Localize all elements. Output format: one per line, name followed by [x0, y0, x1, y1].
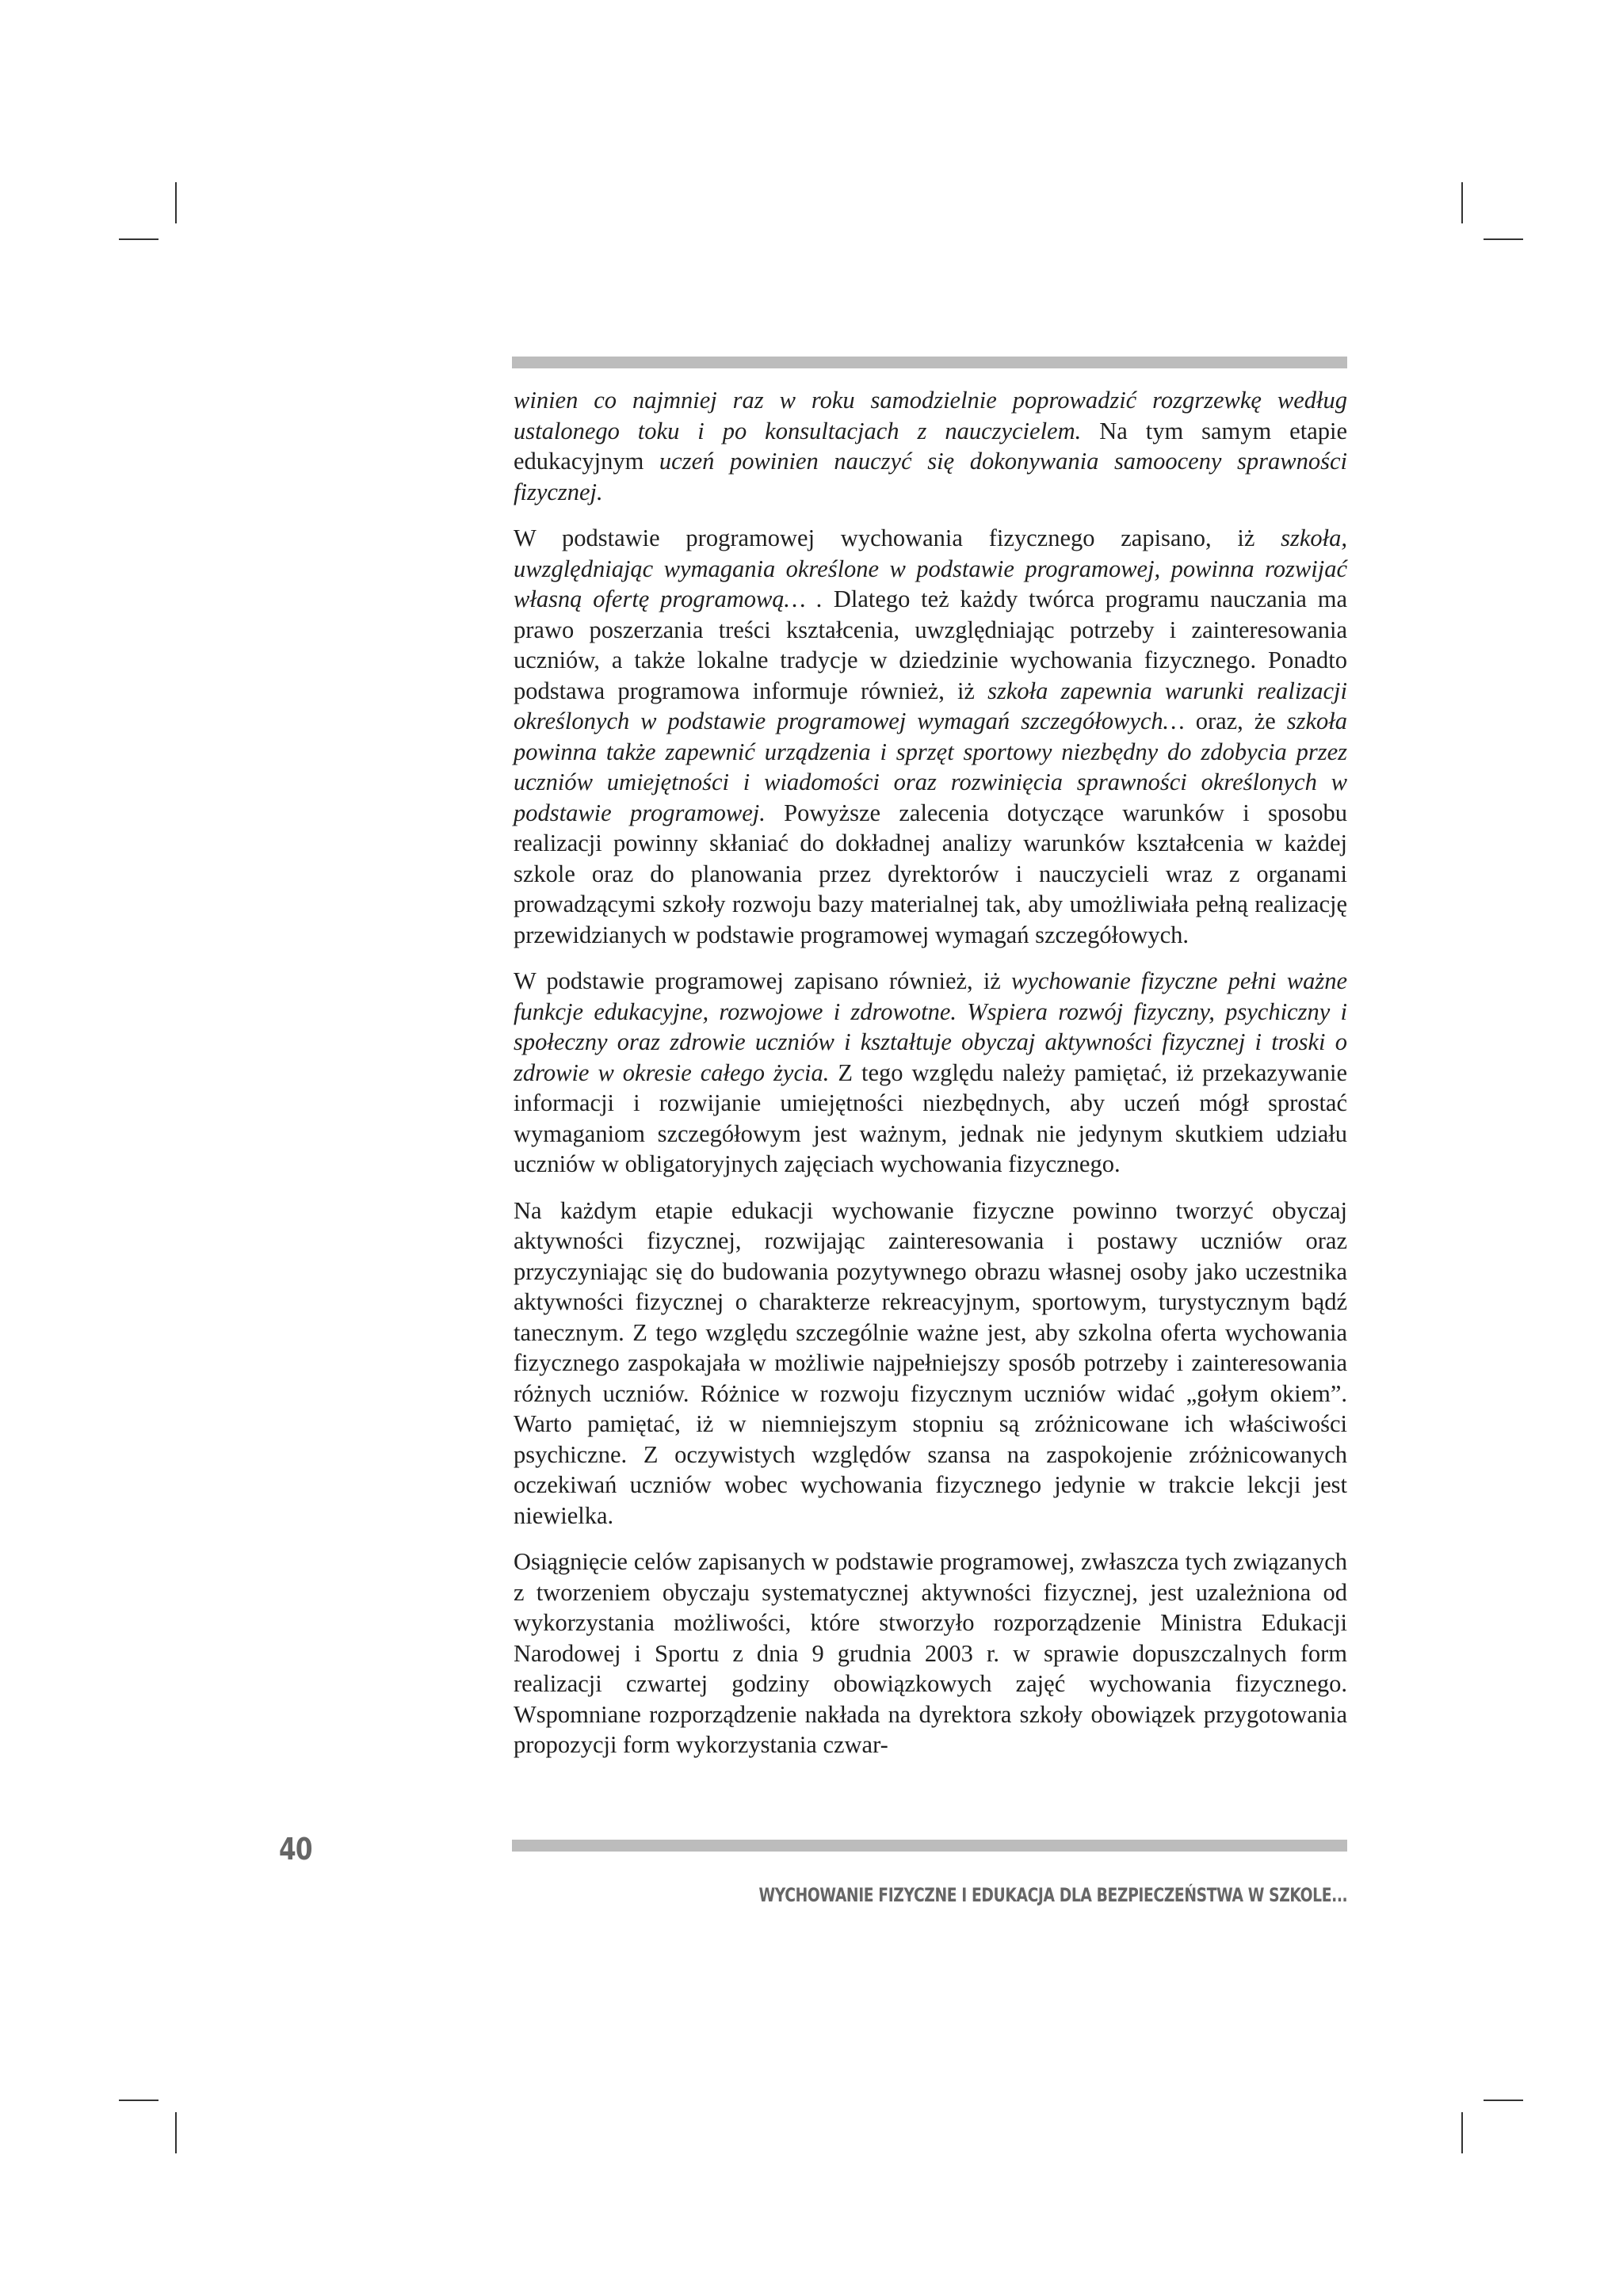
text-run: W podstawie programowej wychowania fizycznego zapisano, iż	[514, 524, 1281, 551]
italic-quote: winien co najmniej raz w roku samodzielnie poprowadzić rozgrzewkę według ustalonego toku i po konsultacjach z nauczycielem.	[514, 387, 1347, 444]
crop-mark-top-right-vertical	[1461, 182, 1463, 223]
italic-quote: uczeń powinien nauczyć się dokonywania samooceny sprawności fizycznej.	[514, 448, 1348, 505]
header-rule	[512, 357, 1347, 368]
text-run: Z tego względu należy pamiętać, iż przekazywanie informacji i rozwijanie umiejętności niezbędnych, aby uczeń mógł sprostać wymaganiom szczegółowym jest ważnym, jednak nie jedynym skutkiem udziału uczniów w obligatoryjnych zajęciach wychowania fizycznego.	[514, 1058, 1348, 1177]
crop-mark-top-left-horizontal	[119, 238, 158, 240]
footer-rule	[512, 1840, 1347, 1852]
running-footer-title: WYCHOWANIE FIZYCZNE I EDUKACJA DLA BEZPIECZEŃSTWA W SZKOLE...	[758, 1884, 1347, 1906]
crop-mark-bottom-left-horizontal	[119, 2100, 158, 2101]
text-run: Na tym samym etapie edukacyjnym	[514, 417, 1347, 475]
italic-quote: szkoła zapewnia warunki realizacji określonych w podstawie programowej wymagań szczegółowych…	[514, 677, 1347, 734]
paragraph	[514, 385, 1347, 507]
crop-mark-bottom-left-vertical	[175, 2112, 177, 2153]
text-run: Dlatego też każdy twórca programu nauczania ma prawo poszerzania treści kształcenia, uwzględniając potrzeby i zainteresowania uczniów, a także lokalne tradycje w dziedzinie wychowania fizycznego. Ponadto podstawa programowa informuje również, iż	[514, 585, 1347, 704]
text-run: Osiągnięcie celów zapisanych w podstawie programowej, zwłaszcza tych związanych z tworzeniem obyczaju systematycznej aktywności fizycznej, jest uzależniona od wykorzystania możliwości, które stworzyło rozporządzenie Ministra Edukacji Narodowej i Sportu z dnia 9 grudnia 2003 r. w sprawie dopuszczalnych form realizacji czwartej godziny obowiązkowych zajęć wychowania fizycznego. Wspomniane rozporządzenie nakłada na dyrektora szkoły obowiązek przygotowania propozycji form wykorzystania czwar-	[514, 1548, 1347, 1758]
crop-mark-bottom-right-vertical	[1461, 2112, 1463, 2153]
text-run: Powyższe zalecenia dotyczące warunków i sposobu realizacji powinny skłaniać do dokładnej analizy warunków kształcenia w każdej szkole oraz do planowania przez dyrektorów i nauczycieli wraz z organami prowadzącymi szkoły rozwoju bazy materialnej tak, aby umożliwiała pełną realizację przewidzianych w podstawie programowej wymagań szczegółowych.	[514, 799, 1348, 948]
italic-quote: wychowanie fizyczne pełni ważne funkcje edukacyjne, rozwojowe i zdrowotne. Wspiera rozwój fizyczny, psychiczny i społeczny oraz zdrowie uczniów i kształtuje obyczaj aktywności fizycznej i troski o zdrowie w okresie całego życia.	[514, 967, 1348, 1086]
paragraph	[514, 523, 1347, 950]
body-text	[514, 385, 1347, 1776]
text-run: W podstawie programowej zapisano również, iż	[514, 967, 1011, 994]
italic-quote: szkoła, uwzględniając wymagania określone w podstawie programowej, powinna rozwijać własną ofertę programową… .	[514, 524, 1347, 612]
italic-quote: szkoła powinna także zapewnić urządzenia i sprzęt sportowy niezbędny do zdobycia przez uczniów umiejętności i wiadomości oraz rozwinięcia sprawności określonych w podstawie programowej.	[514, 707, 1347, 826]
paragraph	[514, 1547, 1347, 1760]
paragraph	[514, 1196, 1347, 1531]
crop-mark-bottom-right-horizontal	[1484, 2100, 1523, 2101]
text-run: Na każdym etapie edukacji wychowanie fizyczne powinno tworzyć obyczaj aktywności fizycznej, rozwijając zainteresowania i postawy uczniów oraz przyczyniając się do budowania pozytywnego obrazu własnej osoby jako uczestnika aktywności fizycznej o charakterze rekreacyjnym, sportowym, turystycznym bądź tanecznym. Z tego względu szczególnie ważne jest, aby szkolna oferta wychowania fizycznego zaspokajała w możliwie najpełniejszy sposób potrzeby i zainteresowania różnych uczniów. Różnice w rozwoju fizycznym uczniów widać „gołym okiem”. Warto pamiętać, iż w niemniejszym stopniu są zróżnicowane ich właściwości psychiczne. Z oczywistych względów szansa na zaspokojenie zróżnicowanych oczekiwań uczniów wobec wychowania fizycznego jedynie w trakcie lekcji jest niewielka.	[514, 1196, 1347, 1529]
crop-mark-top-left-vertical	[175, 182, 177, 223]
crop-mark-top-right-horizontal	[1484, 238, 1523, 240]
paragraph	[514, 966, 1347, 1180]
text-run: oraz, że	[1184, 707, 1287, 734]
page-number: 40	[279, 1832, 312, 1867]
